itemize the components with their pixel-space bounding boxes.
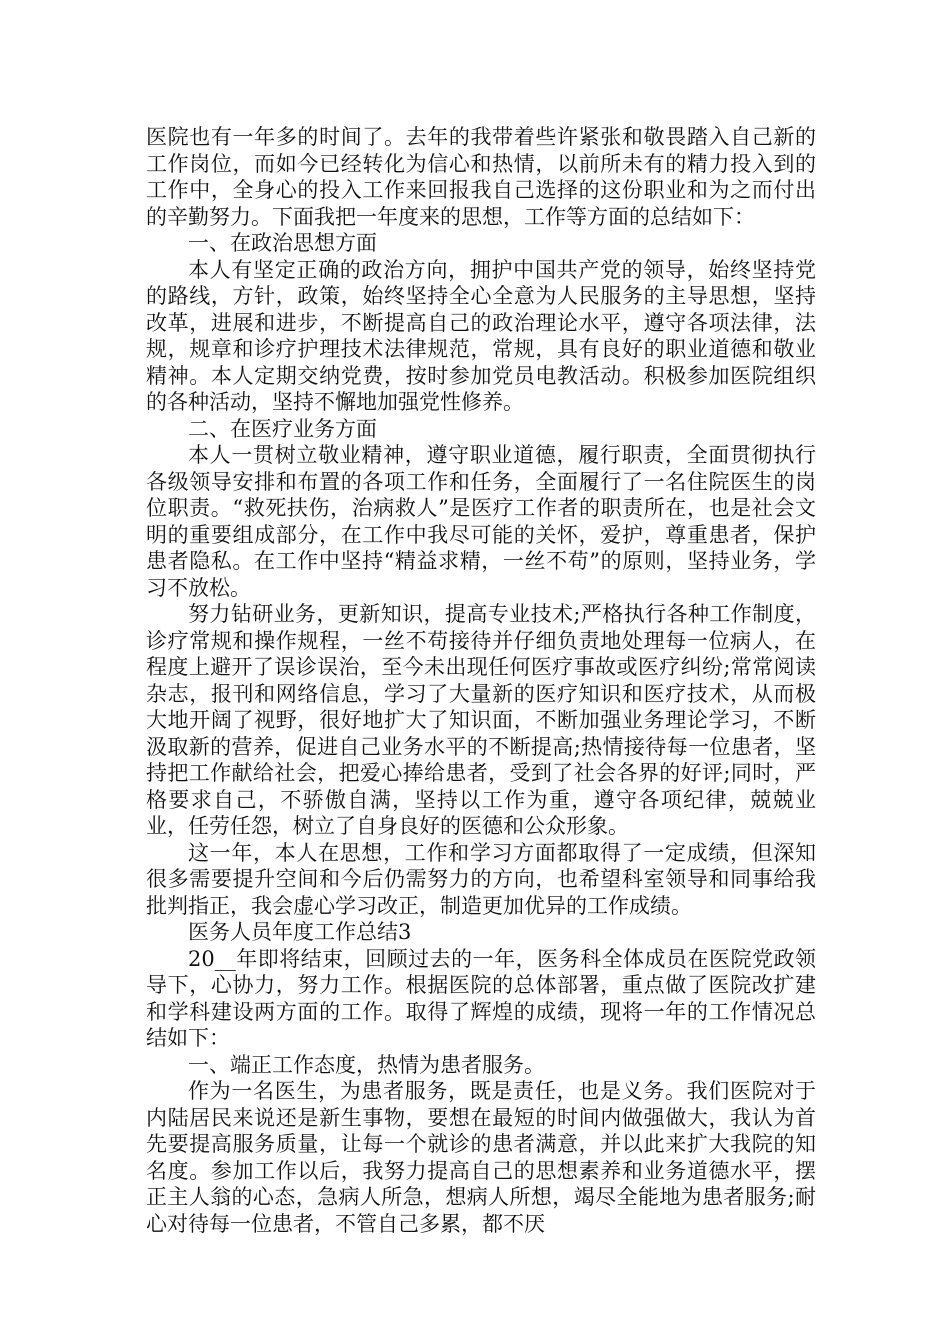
attitude-paragraph: 作为一名医生，为患者服务，既是责任，也是义务。我们医院对于内陆居民来说还是新生事物，要想在最短的时间内做强做大，我认为首先要提高服务质量，让每一个就诊的患者满意，并以此来扩大我院的知名度。参加工作以后，我努力提高自己的思想素养和业务道德水平，摆正主人翁的心态，急病人所急，想病人所想，竭尽全能地为患者服务;耐心对待每一位患者，不管自己多累，都不厌 bbox=[146, 1079, 816, 1236]
section-heading-medical: 二、在医疗业务方面 bbox=[188, 416, 377, 441]
intro-paragraph: 医院也有一年多的时间了。去年的我带着些许紧张和敬畏踏入自己新的工作岗位，而如今已经转化为信心和热情，以前所未有的精力投入到的工作中，全身心的投入工作来回报我自己选择的这份职业和为之而付出的辛勤努力。下面我把一年度来的思想，工作等方面的总结如下： bbox=[146, 125, 816, 229]
section-heading-political: 一、在政治思想方面 bbox=[188, 231, 377, 255]
section-heading-attitude: 一、端正工作态度，热情为患者服务。 bbox=[188, 1052, 545, 1077]
document-page bbox=[146, 124, 816, 1237]
conclusion-paragraph: 这一年，本人在思想，工作和学习方面都取得了一定成绩，但深知很多需要提升空间和今后仍需努力的方向，也希望科室领导和同事给我批判指正，我会虚心学习改正，制造更加优异的工作成绩。 bbox=[146, 840, 816, 918]
political-paragraph: 本人有坚定正确的政治方向，拥护中国共产党的领导，始终坚持党的路线，方针，政策，始终坚持全心全意为人民服务的主导思想，坚持改革，进展和进步，不断提高自己的政治理论水平，遵守各项法律，法规，规章和诊疗护理技术法律规范，常规，具有良好的职业道德和敬业精神。本人定期交纳党费，按时参加党员电教活动。积极参加医院组织的各种活动，坚持不懈地加强党性修养。 bbox=[146, 257, 816, 414]
medical-paragraph-1: 本人一贯树立敬业精神，遵守职业道德，履行职责，全面贯彻执行各级领导安排和布置的各项工作和任务，全面履行了一名住院医生的岗位职责。“救死扶伤，治病救人”是医疗工作者的职责所在，也是社会文明的重要组成部分，在工作中我尽可能的关怀，爱护，尊重患者，保护患者隐私。在工作中坚持“精益求精，一丝不苟”的原则，坚持业务，学习不放松。 bbox=[146, 443, 816, 600]
summary-3-intro: 20__年即将结束，回顾过去的一年，医务科全体成员在医院党政领导下，心协力，努力工作。根据医院的总体部署，重点做了医院改扩建和学科建设两方面的工作。取得了辉煌的成绩，现将一年的工作情况总结如下： bbox=[146, 946, 816, 1050]
medical-paragraph-2: 努力钻研业务，更新知识，提高专业技术;严格执行各种工作制度，诊疗常规和操作规程，一丝不苟接待并仔细负责地处理每一位病人，在程度上避开了误诊误治，至今未出现任何医疗事故或医疗纠纷;常常阅读杂志，报刊和网络信息，学习了大量新的医疗知识和医疗技术，从而极大地开阔了视野，很好地扩大了知识面，不断加强业务理论学习，不断汲取新的营养，促进自己业务水平的不断提高;热情接待每一位患者，坚持把工作献给社会，把爱心捧给患者，受到了社会各界的好评;同时，严格要求自己，不骄傲自满，坚持以工作为重，遵守各项纪律，兢兢业业，任劳任怨，树立了自身良好的医德和公众形象。 bbox=[146, 602, 816, 838]
summary-3-title: 医务人员年度工作总结3 bbox=[188, 920, 412, 944]
